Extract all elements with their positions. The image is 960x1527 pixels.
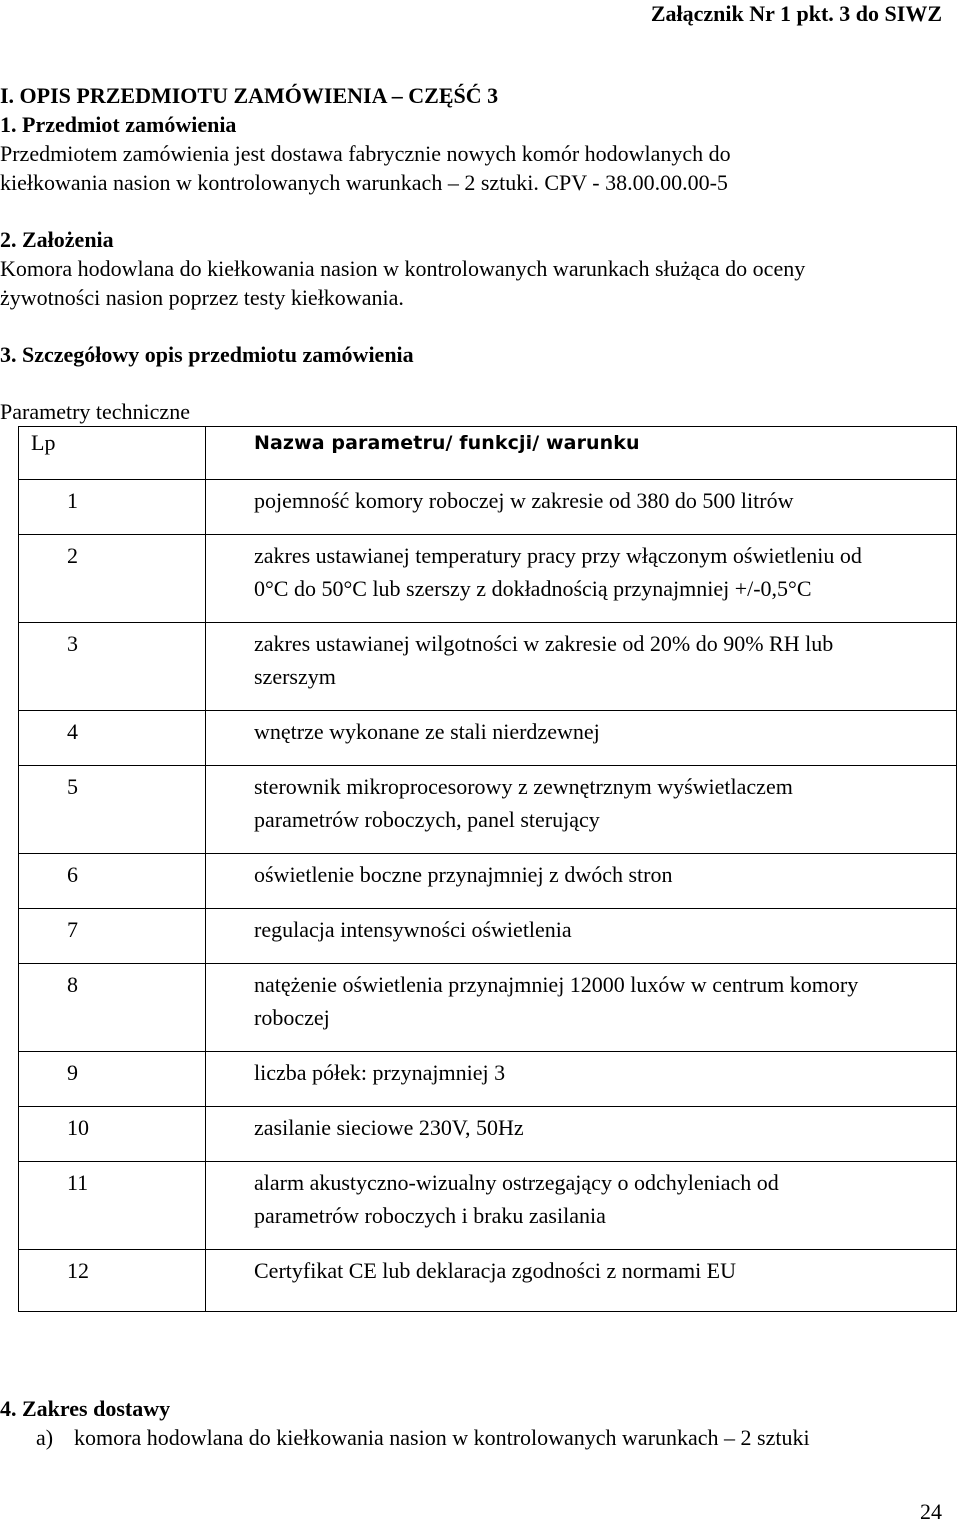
row-description (206, 964, 956, 1034)
row-description-cell (206, 766, 957, 854)
section2-line2: żywotności nasion poprzez testy kiełkowania. (0, 285, 404, 310)
table-header-row (19, 427, 957, 480)
table-row (19, 711, 957, 766)
table-row (19, 909, 957, 964)
row-description-cell (206, 1107, 957, 1162)
table-row (19, 1052, 957, 1107)
row-description-cell (206, 535, 957, 623)
delivery-item-text: komora hodowlana do kiełkowania nasion w kontrolowanych warunkach – 2 sztuki (74, 1425, 810, 1450)
section1-line1: Przedmiotem zamówienia jest dostawa fabrycznie nowych komór hodowlanych do (0, 141, 731, 166)
table-row (19, 854, 957, 909)
row-description (206, 1107, 956, 1144)
row-description-cell (206, 964, 957, 1052)
row-description-cell (206, 1162, 957, 1250)
row-description (206, 1162, 956, 1232)
section1-heading: 1. Przedmiot zamówienia (0, 112, 237, 137)
row-description-line: parametrów roboczych, panel sterujący (254, 807, 600, 832)
row-description-line: 0°C do 50°C lub szerszy z dokładnością przynajmniej +/-0,5°C (254, 576, 812, 601)
row-lp-cell (19, 480, 206, 535)
row-description-line: oświetlenie boczne przynajmniej z dwóch stron (254, 862, 673, 887)
row-description (206, 1052, 956, 1089)
row-lp-cell (19, 1052, 206, 1107)
row-description-cell (206, 711, 957, 766)
row-description (206, 854, 956, 891)
row-lp-cell (19, 623, 206, 711)
row-description-cell (206, 1052, 957, 1107)
row-description-line: sterownik mikroprocesorowy z zewnętrznym wyświetlaczem (254, 774, 793, 799)
row-lp-cell (19, 766, 206, 854)
row-description-line: szerszym (254, 664, 336, 689)
delivery-item-marker: a) (36, 1425, 54, 1450)
row-description-cell (206, 1250, 957, 1312)
row-number: 9 (67, 1060, 78, 1085)
row-description-line: pojemność komory roboczej w zakresie od 380 do 500 litrów (254, 488, 794, 513)
row-description-line: parametrów roboczych i braku zasilania (254, 1203, 606, 1228)
row-description-line: zakres ustawianej temperatury pracy przy włączonym oświetleniu od (254, 543, 862, 568)
row-lp-cell (19, 711, 206, 766)
row-description-cell (206, 623, 957, 711)
section2-line1: Komora hodowlana do kiełkowania nasion w kontrolowanych warunkach służąca do oceny (0, 256, 806, 281)
row-lp-cell (19, 1162, 206, 1250)
table-row (19, 766, 957, 854)
table-row (19, 1162, 957, 1250)
header-lp-cell (19, 427, 206, 480)
row-description-line: zasilanie sieciowe 230V, 50Hz (254, 1115, 524, 1140)
row-description-line: roboczej (254, 1005, 330, 1030)
table-row (19, 535, 957, 623)
row-description-line: alarm akustyczno-wizualny ostrzegający o odchyleniach od (254, 1170, 779, 1195)
row-number: 8 (67, 972, 78, 997)
annex-reference: Załącznik Nr 1 pkt. 3 do SIWZ (650, 1, 942, 26)
table-row (19, 964, 957, 1052)
table-row (19, 1107, 957, 1162)
row-description (206, 623, 956, 693)
row-lp-cell (19, 854, 206, 909)
row-lp-cell (19, 1107, 206, 1162)
row-number: 2 (67, 543, 78, 568)
table-row (19, 480, 957, 535)
row-description (206, 711, 956, 748)
row-lp-cell (19, 1250, 206, 1312)
parameters-table (18, 426, 957, 1312)
section4-heading: 4. Zakres dostawy (0, 1396, 171, 1421)
row-description (206, 535, 956, 605)
row-number: 5 (67, 774, 78, 799)
row-number: 1 (67, 488, 78, 513)
row-description-cell (206, 854, 957, 909)
header-lp: Lp (31, 430, 56, 455)
row-number: 3 (67, 631, 78, 656)
document-title: I. OPIS PRZEDMIOTU ZAMÓWIENIA – CZĘŚĆ 3 (0, 83, 499, 108)
row-number: 7 (67, 917, 78, 942)
row-description (206, 480, 956, 517)
row-description-line: zakres ustawianej wilgotności w zakresie od 20% do 90% RH lub (254, 631, 834, 656)
row-description-line: liczba półek: przynajmniej 3 (254, 1060, 506, 1085)
table-row (19, 623, 957, 711)
row-description-line: regulacja intensywności oświetlenia (254, 917, 572, 942)
table-row (19, 1250, 957, 1312)
table-caption: Parametry techniczne (0, 399, 190, 424)
section2-heading: 2. Założenia (0, 227, 114, 252)
page-number: 24 (920, 1499, 942, 1524)
header-name: Nazwa parametru/ funkcji/ warunku (254, 432, 640, 454)
row-description-cell (206, 480, 957, 535)
row-number: 10 (67, 1115, 89, 1140)
section3-heading: 3. Szczegółowy opis przedmiotu zamówienia (0, 342, 414, 367)
header-name-cell (206, 427, 957, 480)
row-description (206, 1250, 956, 1287)
row-number: 11 (67, 1170, 89, 1195)
row-description-line: natężenie oświetlenia przynajmniej 12000 luxów w centrum komory (254, 972, 859, 997)
row-description-cell (206, 909, 957, 964)
row-description-line: wnętrze wykonane ze stali nierdzewnej (254, 719, 600, 744)
row-description (206, 766, 956, 836)
row-description (206, 909, 956, 946)
row-lp-cell (19, 535, 206, 623)
row-lp-cell (19, 964, 206, 1052)
row-number: 6 (67, 862, 78, 887)
row-lp-cell (19, 909, 206, 964)
section1-line2: kiełkowania nasion w kontrolowanych warunkach – 2 sztuki. CPV - 38.00.00.00-5 (0, 170, 728, 195)
row-number: 12 (67, 1258, 89, 1283)
row-number: 4 (67, 719, 78, 744)
row-description-line: Certyfikat CE lub deklaracja zgodności z normami EU (254, 1258, 737, 1283)
